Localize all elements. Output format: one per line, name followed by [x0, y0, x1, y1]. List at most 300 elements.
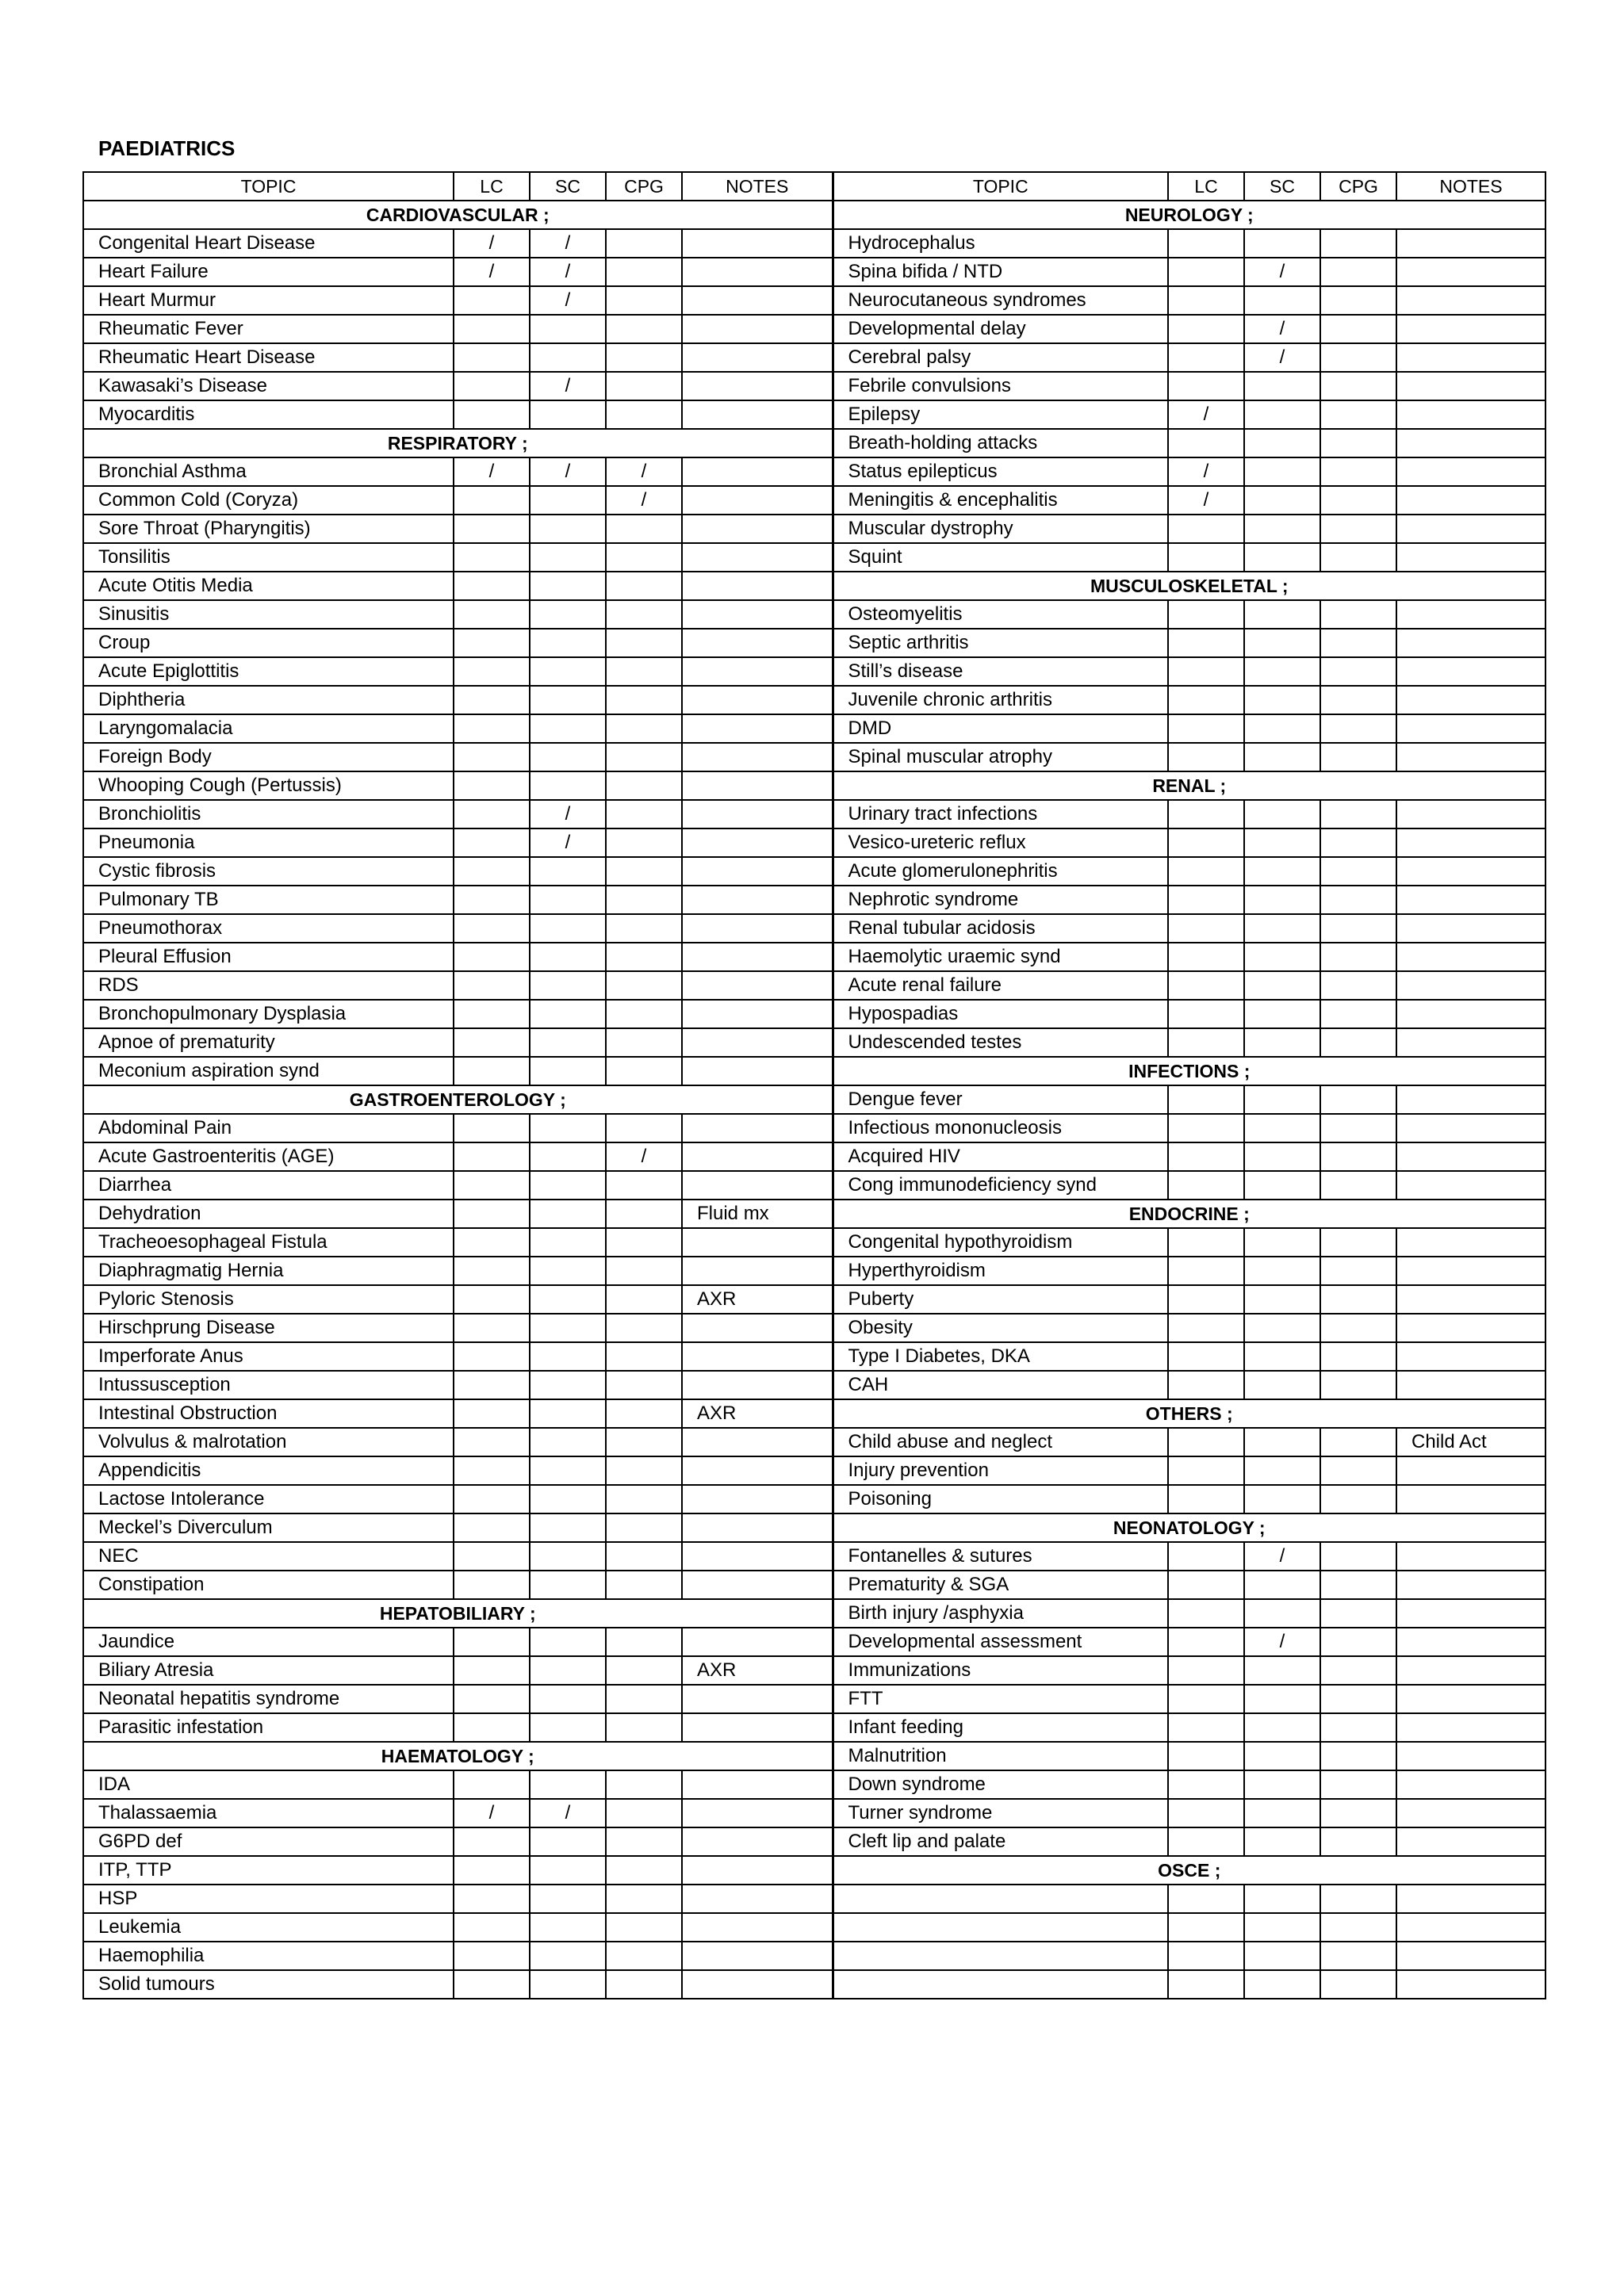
cpg-cell — [1320, 486, 1396, 515]
notes-cell — [1396, 1885, 1545, 1913]
table-row — [83, 1685, 1545, 1713]
header-notes: NOTES — [1396, 172, 1545, 201]
lc-cell — [454, 771, 530, 800]
lc-cell: / — [1168, 486, 1244, 515]
notes-cell — [682, 743, 833, 771]
notes-cell — [1396, 686, 1545, 714]
notes-cell — [682, 1000, 833, 1028]
cpg-cell — [1320, 1171, 1396, 1200]
cpg-cell — [606, 657, 682, 686]
notes-cell — [682, 857, 833, 886]
sc-cell — [1244, 1827, 1320, 1856]
notes-cell — [1396, 1827, 1545, 1856]
cpg-cell — [1320, 372, 1396, 400]
table-row — [83, 1799, 1545, 1827]
topic-cell: Congenital Heart Disease — [83, 229, 454, 258]
cpg-cell — [606, 686, 682, 714]
cpg-cell — [1320, 1656, 1396, 1685]
notes-cell — [682, 1028, 833, 1057]
cpg-cell — [606, 258, 682, 286]
topic-cell: Lactose Intolerance — [83, 1485, 454, 1513]
lc-cell — [1168, 1599, 1244, 1628]
lc-cell — [1168, 1742, 1244, 1770]
notes-cell — [1396, 1571, 1545, 1599]
lc-cell — [454, 857, 530, 886]
lc-cell: / — [454, 1799, 530, 1827]
notes-cell — [1396, 1371, 1545, 1399]
topic-cell: Biliary Atresia — [83, 1656, 454, 1685]
lc-cell — [454, 1685, 530, 1713]
sc-cell: / — [530, 457, 606, 486]
sc-cell — [530, 1342, 606, 1371]
lc-cell — [454, 1114, 530, 1142]
notes-cell — [682, 771, 833, 800]
notes-cell: Child Act — [1396, 1428, 1545, 1456]
notes-cell — [1396, 258, 1545, 286]
sc-cell — [530, 1257, 606, 1285]
cpg-cell — [1320, 886, 1396, 914]
table-row — [83, 1913, 1545, 1942]
cpg-cell — [606, 771, 682, 800]
table-row — [83, 1656, 1545, 1685]
cpg-cell — [606, 1942, 682, 1970]
sc-cell — [1244, 1314, 1320, 1342]
header-lc: LC — [1168, 172, 1244, 201]
table-row — [83, 1000, 1545, 1028]
cpg-cell — [606, 629, 682, 657]
sc-cell — [530, 1428, 606, 1456]
lc-cell — [1168, 714, 1244, 743]
sc-cell: / — [530, 800, 606, 828]
notes-cell — [1396, 1542, 1545, 1571]
notes-cell — [1396, 1656, 1545, 1685]
lc-cell: / — [454, 258, 530, 286]
table-row — [83, 1942, 1545, 1970]
topic-cell: Constipation — [83, 1571, 454, 1599]
notes-cell — [682, 372, 833, 400]
lc-cell — [1168, 657, 1244, 686]
section-heading: HAEMATOLOGY ; — [83, 1742, 833, 1770]
sc-cell — [530, 1485, 606, 1513]
sc-cell — [530, 943, 606, 971]
lc-cell — [1168, 600, 1244, 629]
notes-cell — [1396, 515, 1545, 543]
topic-cell: Spina bifida / NTD — [833, 258, 1168, 286]
sc-cell — [1244, 1942, 1320, 1970]
cpg-cell — [606, 1485, 682, 1513]
topic-cell: Urinary tract infections — [833, 800, 1168, 828]
lc-cell — [1168, 686, 1244, 714]
topic-cell: Hirschprung Disease — [83, 1314, 454, 1342]
lc-cell — [1168, 1799, 1244, 1827]
notes-cell — [682, 1713, 833, 1742]
notes-cell — [682, 315, 833, 343]
table-row — [83, 1228, 1545, 1257]
notes-cell — [1396, 229, 1545, 258]
topic-cell: Hypospadias — [833, 1000, 1168, 1028]
sc-cell — [530, 600, 606, 629]
sc-cell — [530, 971, 606, 1000]
sc-cell — [530, 1114, 606, 1142]
sc-cell — [530, 1028, 606, 1057]
table-row — [83, 828, 1545, 857]
sc-cell: / — [530, 828, 606, 857]
topic-cell: Nephrotic syndrome — [833, 886, 1168, 914]
table-row — [83, 800, 1545, 828]
table-row — [83, 743, 1545, 771]
cpg-cell — [1320, 315, 1396, 343]
cpg-cell — [606, 229, 682, 258]
lc-cell — [454, 686, 530, 714]
cpg-cell — [1320, 1970, 1396, 1999]
section-heading: ENDOCRINE ; — [833, 1200, 1545, 1228]
notes-cell — [1396, 486, 1545, 515]
sc-cell — [1244, 1342, 1320, 1371]
sc-cell — [530, 1913, 606, 1942]
table-row — [83, 258, 1545, 286]
notes-cell — [682, 1171, 833, 1200]
cpg-cell — [606, 1885, 682, 1913]
notes-cell — [682, 1513, 833, 1542]
lc-cell — [1168, 229, 1244, 258]
topic-cell: Diaphragmatig Hernia — [83, 1257, 454, 1285]
notes-cell — [682, 971, 833, 1000]
topic-cell: Status epilepticus — [833, 457, 1168, 486]
topic-cell: Diphtheria — [83, 686, 454, 714]
notes-cell — [682, 600, 833, 629]
topic-cell: Hydrocephalus — [833, 229, 1168, 258]
notes-cell — [1396, 372, 1545, 400]
notes-cell — [682, 1770, 833, 1799]
sc-cell — [530, 1371, 606, 1399]
sc-cell — [530, 1456, 606, 1485]
sc-cell — [530, 1200, 606, 1228]
section-heading: OTHERS ; — [833, 1399, 1545, 1428]
lc-cell — [454, 1257, 530, 1285]
table-row — [83, 1114, 1545, 1142]
sc-cell — [1244, 1285, 1320, 1314]
table-row — [83, 1200, 1545, 1228]
cpg-cell — [1320, 1142, 1396, 1171]
notes-cell — [682, 657, 833, 686]
cpg-cell — [606, 1856, 682, 1885]
cpg-cell: / — [606, 1142, 682, 1171]
topic-cell: Cystic fibrosis — [83, 857, 454, 886]
topic-cell — [833, 1942, 1168, 1970]
table-row — [83, 886, 1545, 914]
notes-cell — [682, 914, 833, 943]
sc-cell — [1244, 229, 1320, 258]
sc-cell — [530, 1142, 606, 1171]
lc-cell — [1168, 1456, 1244, 1485]
sc-cell — [530, 714, 606, 743]
sc-cell — [1244, 914, 1320, 943]
sc-cell — [530, 1685, 606, 1713]
topic-cell: Obesity — [833, 1314, 1168, 1342]
lc-cell — [454, 971, 530, 1000]
topic-cell: Neurocutaneous syndromes — [833, 286, 1168, 315]
cpg-cell — [606, 1513, 682, 1542]
sc-cell — [530, 1513, 606, 1542]
header-topic: TOPIC — [83, 172, 454, 201]
lc-cell — [1168, 971, 1244, 1000]
table-row — [83, 1085, 1545, 1114]
lc-cell — [454, 1200, 530, 1228]
cpg-cell — [1320, 600, 1396, 629]
table-row — [83, 1571, 1545, 1599]
notes-cell — [682, 1885, 833, 1913]
sc-cell — [1244, 1257, 1320, 1285]
notes-cell — [682, 1970, 833, 1999]
cpg-cell — [606, 1285, 682, 1314]
notes-cell — [1396, 1485, 1545, 1513]
sc-cell: / — [530, 372, 606, 400]
topic-cell: Infectious mononucleosis — [833, 1114, 1168, 1142]
table-row — [83, 857, 1545, 886]
lc-cell — [1168, 286, 1244, 315]
table-row — [83, 1856, 1545, 1885]
lc-cell — [1168, 914, 1244, 943]
section-heading: GASTROENTEROLOGY ; — [83, 1085, 833, 1114]
sc-cell — [1244, 1428, 1320, 1456]
notes-cell — [682, 543, 833, 572]
topic-cell: Pleural Effusion — [83, 943, 454, 971]
cpg-cell — [606, 1371, 682, 1399]
topic-cell: IDA — [83, 1770, 454, 1799]
lc-cell — [1168, 800, 1244, 828]
topic-cell: Acute renal failure — [833, 971, 1168, 1000]
notes-cell — [682, 1571, 833, 1599]
sc-cell — [530, 1314, 606, 1342]
sc-cell — [530, 886, 606, 914]
sc-cell — [1244, 1000, 1320, 1028]
topic-cell: Cong immunodeficiency synd — [833, 1171, 1168, 1200]
sc-cell: / — [1244, 1542, 1320, 1571]
topic-cell: Bronchial Asthma — [83, 457, 454, 486]
cpg-cell — [606, 857, 682, 886]
notes-cell — [1396, 1314, 1545, 1342]
lc-cell — [454, 914, 530, 943]
sc-cell — [1244, 657, 1320, 686]
table-row — [83, 943, 1545, 971]
table-row — [83, 1456, 1545, 1485]
sc-cell: / — [1244, 315, 1320, 343]
topics-table — [82, 171, 1546, 1999]
lc-cell — [1168, 1142, 1244, 1171]
lc-cell — [1168, 1770, 1244, 1799]
cpg-cell — [606, 1571, 682, 1599]
topic-cell: Bronchopulmonary Dysplasia — [83, 1000, 454, 1028]
sc-cell — [1244, 800, 1320, 828]
topic-cell: Acute Gastroenteritis (AGE) — [83, 1142, 454, 1171]
lc-cell — [454, 1628, 530, 1656]
lc-cell — [1168, 1827, 1244, 1856]
sc-cell: / — [530, 258, 606, 286]
topic-cell: Pneumonia — [83, 828, 454, 857]
notes-cell — [682, 1799, 833, 1827]
topic-cell: Jaundice — [83, 1628, 454, 1656]
cpg-cell — [606, 572, 682, 600]
notes-cell — [1396, 400, 1545, 429]
lc-cell — [454, 1942, 530, 1970]
cpg-cell — [1320, 457, 1396, 486]
topic-cell: Heart Murmur — [83, 286, 454, 315]
sc-cell — [530, 543, 606, 572]
table-row — [83, 1399, 1545, 1428]
table-row — [83, 1028, 1545, 1057]
table-row — [83, 372, 1545, 400]
cpg-cell — [606, 515, 682, 543]
table-row — [83, 1628, 1545, 1656]
topic-cell: Spinal muscular atrophy — [833, 743, 1168, 771]
lc-cell — [1168, 1685, 1244, 1713]
cpg-cell — [606, 971, 682, 1000]
lc-cell — [454, 943, 530, 971]
topic-cell: Developmental assessment — [833, 1628, 1168, 1656]
sc-cell — [1244, 429, 1320, 457]
lc-cell: / — [1168, 457, 1244, 486]
cpg-cell — [1320, 1628, 1396, 1656]
sc-cell — [1244, 1485, 1320, 1513]
notes-cell — [682, 1342, 833, 1371]
topic-cell: Type I Diabetes, DKA — [833, 1342, 1168, 1371]
lc-cell — [454, 486, 530, 515]
sc-cell — [1244, 1713, 1320, 1742]
table-row — [83, 1257, 1545, 1285]
topic-cell: Abdominal Pain — [83, 1114, 454, 1142]
section-heading: NEONATOLOGY ; — [833, 1513, 1545, 1542]
table-row — [83, 1371, 1545, 1399]
cpg-cell — [1320, 629, 1396, 657]
notes-cell — [682, 1114, 833, 1142]
topic-cell: Leukemia — [83, 1913, 454, 1942]
sc-cell — [1244, 1371, 1320, 1399]
notes-cell — [1396, 1085, 1545, 1114]
cpg-cell — [1320, 857, 1396, 886]
cpg-cell — [1320, 400, 1396, 429]
table-row — [83, 400, 1545, 429]
table-row — [83, 1599, 1545, 1628]
notes-cell — [682, 828, 833, 857]
sc-cell — [530, 686, 606, 714]
topic-cell: Acute glomerulonephritis — [833, 857, 1168, 886]
table-row — [83, 1057, 1545, 1085]
sc-cell — [530, 1542, 606, 1571]
cpg-cell — [1320, 1342, 1396, 1371]
notes-cell — [1396, 1799, 1545, 1827]
section-heading: RESPIRATORY ; — [83, 429, 833, 457]
table-row — [83, 1885, 1545, 1913]
cpg-cell — [606, 1200, 682, 1228]
topic-cell: Cerebral palsy — [833, 343, 1168, 372]
sc-cell — [1244, 828, 1320, 857]
lc-cell — [454, 886, 530, 914]
cpg-cell — [606, 714, 682, 743]
sc-cell: / — [1244, 1628, 1320, 1656]
notes-cell — [682, 1856, 833, 1885]
cpg-cell — [606, 886, 682, 914]
lc-cell — [454, 800, 530, 828]
cpg-cell — [606, 1656, 682, 1685]
lc-cell — [454, 1371, 530, 1399]
page-title: PAEDIATRICS — [98, 136, 236, 160]
notes-cell — [682, 457, 833, 486]
cpg-cell — [1320, 429, 1396, 457]
cpg-cell — [1320, 686, 1396, 714]
notes-cell — [682, 886, 833, 914]
cpg-cell — [1320, 1827, 1396, 1856]
table-row — [83, 1428, 1545, 1456]
notes-cell — [682, 1827, 833, 1856]
lc-cell — [454, 1713, 530, 1742]
cpg-cell — [1320, 943, 1396, 971]
lc-cell — [1168, 315, 1244, 343]
cpg-cell — [606, 1799, 682, 1827]
lc-cell — [454, 1513, 530, 1542]
sc-cell — [530, 1856, 606, 1885]
sc-cell — [530, 343, 606, 372]
table-row — [83, 486, 1545, 515]
notes-cell — [682, 1913, 833, 1942]
notes-cell — [1396, 315, 1545, 343]
topic-cell: Birth injury /asphyxia — [833, 1599, 1168, 1628]
cpg-cell — [606, 1713, 682, 1742]
cpg-cell — [606, 343, 682, 372]
notes-cell — [682, 515, 833, 543]
table-row — [83, 229, 1545, 258]
topic-cell: Breath-holding attacks — [833, 429, 1168, 457]
table-row — [83, 1742, 1545, 1770]
cpg-cell — [1320, 543, 1396, 572]
notes-cell — [1396, 1628, 1545, 1656]
topic-cell: Kawasaki’s Disease — [83, 372, 454, 400]
notes-cell — [1396, 1685, 1545, 1713]
cpg-cell — [1320, 258, 1396, 286]
sc-cell — [1244, 1685, 1320, 1713]
sc-cell — [1244, 971, 1320, 1000]
topic-cell: FTT — [833, 1685, 1168, 1713]
sc-cell — [530, 743, 606, 771]
topic-cell: Pulmonary TB — [83, 886, 454, 914]
table-row — [83, 201, 1545, 229]
lc-cell — [454, 1171, 530, 1200]
cpg-cell — [606, 1970, 682, 1999]
notes-cell — [682, 1228, 833, 1257]
cpg-cell — [606, 1057, 682, 1085]
topic-cell: Poisoning — [833, 1485, 1168, 1513]
topic-cell: Pneumothorax — [83, 914, 454, 943]
topic-cell: Congenital hypothyroidism — [833, 1228, 1168, 1257]
notes-cell — [1396, 1000, 1545, 1028]
notes-cell — [1396, 600, 1545, 629]
table-row — [83, 572, 1545, 600]
topic-cell: Foreign Body — [83, 743, 454, 771]
topic-cell — [833, 1913, 1168, 1942]
cpg-cell — [1320, 1599, 1396, 1628]
sc-cell — [1244, 1885, 1320, 1913]
topic-cell: Heart Failure — [83, 258, 454, 286]
cpg-cell — [1320, 914, 1396, 943]
cpg-cell — [606, 543, 682, 572]
lc-cell — [1168, 429, 1244, 457]
sc-cell: / — [530, 286, 606, 315]
cpg-cell — [1320, 1942, 1396, 1970]
lc-cell — [1168, 372, 1244, 400]
sc-cell — [1244, 286, 1320, 315]
topic-cell: CAH — [833, 1371, 1168, 1399]
notes-cell: AXR — [682, 1656, 833, 1685]
cpg-cell — [1320, 1742, 1396, 1770]
